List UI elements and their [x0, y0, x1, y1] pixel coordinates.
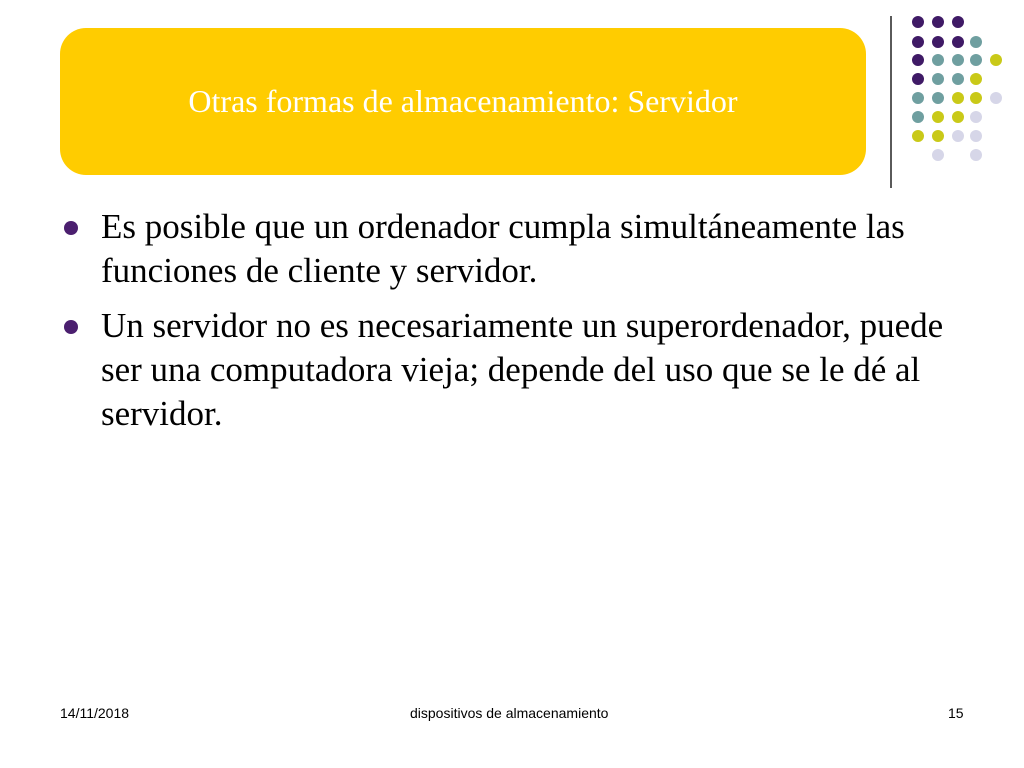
deco-dot	[912, 111, 924, 123]
deco-dot	[952, 130, 964, 142]
deco-dot	[970, 149, 982, 161]
deco-dot	[952, 92, 964, 104]
deco-dot	[952, 73, 964, 85]
deco-dot	[912, 36, 924, 48]
deco-dot	[932, 54, 944, 66]
slide-body	[60, 205, 980, 447]
bullet-list	[60, 205, 980, 436]
deco-dot	[932, 149, 944, 161]
footer-date: 14/11/2018	[60, 705, 130, 721]
footer-title: dispositivos de almacenamiento	[410, 705, 609, 721]
deco-dot	[912, 73, 924, 85]
deco-dot	[932, 111, 944, 123]
deco-dot	[952, 16, 964, 28]
deco-dot	[990, 92, 1002, 104]
title-box	[60, 28, 866, 175]
deco-dot	[970, 36, 982, 48]
deco-dot	[932, 36, 944, 48]
deco-dot	[912, 92, 924, 104]
deco-dot	[970, 130, 982, 142]
deco-dot	[952, 111, 964, 123]
vertical-divider	[890, 16, 892, 188]
deco-dot	[970, 111, 982, 123]
deco-dot	[932, 16, 944, 28]
deco-dot	[912, 54, 924, 66]
bullet-dot-icon	[64, 320, 78, 334]
page-number: 15	[948, 705, 964, 721]
deco-dot	[932, 130, 944, 142]
bullet-text: Un servidor no es necesariamente un superordenador, puede ser una computadora vieja; depende del uso que se le dé al servidor.	[101, 306, 944, 433]
bullet-text: Es posible que un ordenador cumpla simultáneamente las funciones de cliente y servidor.	[101, 207, 905, 290]
deco-dot	[912, 130, 924, 142]
bullet-item	[60, 205, 980, 293]
deco-dot	[970, 92, 982, 104]
deco-dot	[912, 16, 924, 28]
deco-dot	[932, 92, 944, 104]
deco-dot	[952, 54, 964, 66]
deco-dot	[970, 73, 982, 85]
bullet-item	[60, 304, 980, 436]
deco-dot	[990, 54, 1002, 66]
bullet-dot-icon	[64, 221, 78, 235]
deco-dot	[952, 36, 964, 48]
deco-dot	[932, 73, 944, 85]
slide-title: Otras formas de almacenamiento: Servidor	[188, 83, 738, 119]
deco-dot	[970, 54, 982, 66]
